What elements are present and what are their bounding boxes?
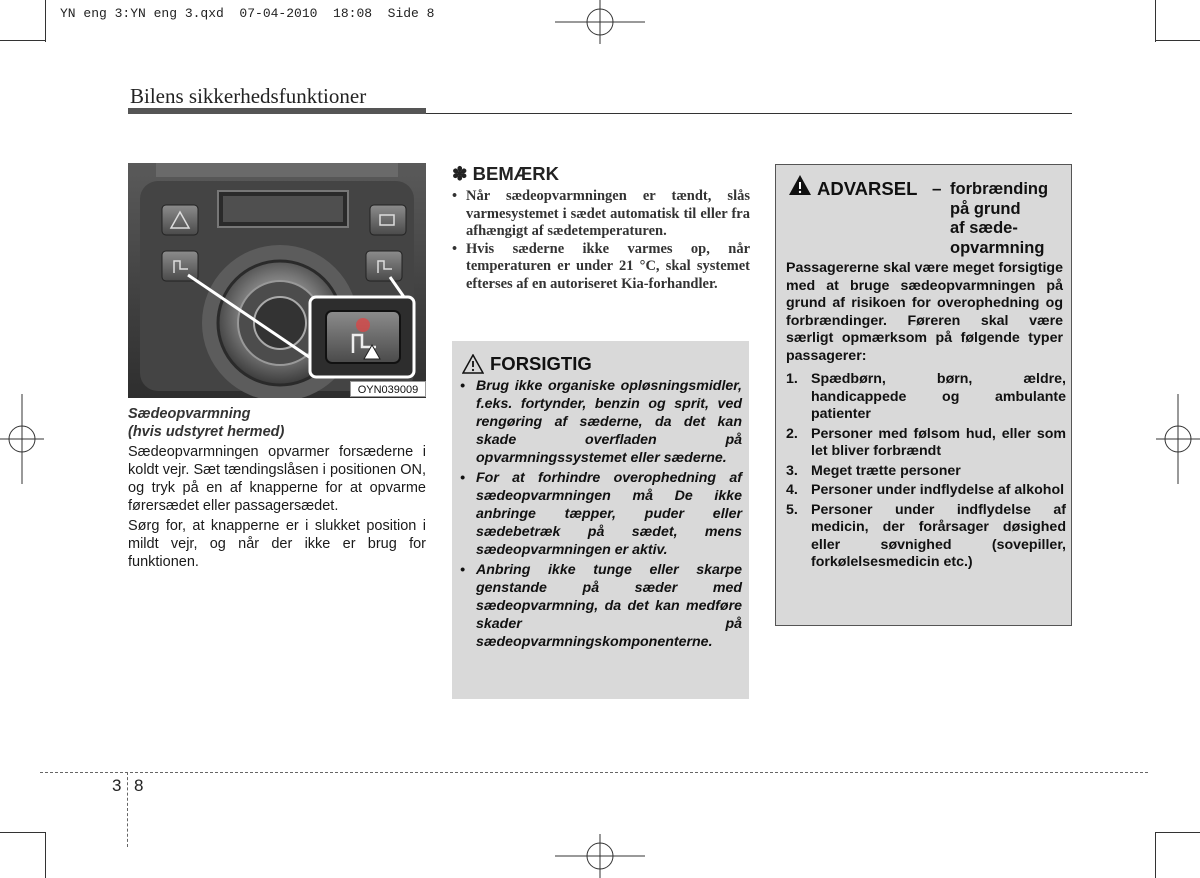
crop-mark (45, 832, 46, 878)
registration-mark-right (1156, 394, 1200, 484)
warning-item-number: 2. (786, 425, 798, 442)
registration-mark-bottom (555, 834, 645, 878)
note-heading (452, 163, 559, 185)
body-paragraph: Sørg for, at knapperne er i slukket position i mildt vejr, og når der ikke er brug for funktionen. (128, 518, 426, 570)
note-item-text: Hvis sæderne ikke varmes op, når temperaturen er under 21 °C, skal systemet efterses af en autoriseret Kia-forhandler. (466, 240, 750, 292)
warning-subtitle-line: af sæde- (950, 219, 1018, 237)
warning-item (786, 426, 1066, 461)
note-item-text: Når sædeopvarmningen er tændt, slås varmesystemet i sædet automatisk til eller fra afhængigt af sædetemperaturen. (466, 188, 750, 239)
caution-item (460, 377, 742, 467)
warning-item-text: Meget trætte personer (811, 462, 961, 479)
note-list (452, 188, 750, 293)
warning-item-text: Personer under indflydelse af medicin, der forårsager døsighed eller søvnighed (sovepiller, forkølelsesmedicin etc.) (811, 501, 1066, 570)
caution-item-text: Anbring ikke tunge eller skarpe genstande på sæder med sædeopvarmning, da det kan medføre skader på sædeopvarmningskomponenterne. (476, 562, 742, 650)
crop-mark (0, 832, 46, 833)
warning-item (786, 463, 1066, 481)
body-paragraph: Sædeopvarmningen opvarmer forsæderne i koldt vejr. Sæt tændingslåsen i positionen ON, og tryk på en af knapperne for at opvarme førersædet eller passagersædet. (128, 444, 426, 514)
warning-subtitle-line: opvarmning (950, 238, 1045, 257)
caption-title: Sædeopvarmning (128, 406, 251, 422)
note-star-icon: ✽ (452, 163, 468, 184)
warning-dash: – (932, 179, 942, 198)
warning-subtitle-line: forbrænding (950, 180, 1049, 198)
note-title: BEMÆRK (472, 163, 559, 184)
crop-mark (0, 40, 46, 41)
warning-item (786, 371, 1066, 424)
registration-mark-top (555, 0, 645, 44)
section-title: Bilens sikkerhedsfunktioner (130, 84, 367, 108)
page-chapter: 3 (112, 776, 122, 795)
warning-item (786, 502, 1066, 572)
warning-intro: Passagererne skal være meget forsigtige med at bruge sædeopvarmningen på grund af risikoen for overophedning og forbrændinger. Føreren skal være særligt opmærksom på følgende typer passagerer: (786, 260, 1063, 364)
caution-heading (462, 353, 592, 375)
print-header: YN eng 3:YN eng 3.qxd 07-04-2010 18:08 Side 8 (60, 6, 435, 21)
body-text (128, 443, 426, 573)
caution-item (460, 469, 742, 559)
warning-item-text: Personer under indflydelse af alkohol (811, 482, 1065, 498)
note-item (452, 188, 750, 241)
warning-item-number: 5. (786, 501, 798, 518)
photo-code: OYN039009 (350, 381, 426, 397)
crop-mark (45, 0, 46, 42)
crop-mark (1155, 832, 1156, 878)
caution-triangle-icon (462, 354, 484, 374)
note-item (452, 241, 750, 294)
crop-mark (1155, 40, 1200, 41)
seat-heater-panel-photo (128, 163, 426, 398)
title-rule-thin (426, 113, 1072, 114)
warning-item-number: 3. (786, 462, 798, 479)
title-rule (128, 108, 426, 114)
warning-item-number: 4. (786, 482, 798, 498)
warning-title: ADVARSEL (817, 178, 918, 199)
caution-item (460, 561, 742, 651)
caution-title: FORSIGTIG (490, 353, 592, 374)
caption-subtitle: (hvis udstyret hermed) (128, 424, 285, 440)
registration-mark-left (0, 394, 44, 484)
bullet-icon: • (460, 470, 465, 486)
warning-subtitle-line: på grund (950, 199, 1021, 218)
caution-item-text: Brug ikke organiske opløsningsmidler, f.eks. fortynder, benzin og sprit, ved rengøring af sæderne, da det kan skade overfladen på opvarmningssystemet eller sæderne. (476, 378, 742, 466)
caution-list (460, 377, 742, 653)
footer-divider (127, 772, 128, 847)
warning-item-text: Spædbørn, børn, ældre, handicappede og ambulante patienter (811, 371, 1066, 422)
warning-item (786, 482, 1066, 500)
bullet-icon: • (460, 378, 465, 394)
warning-item-text: Personer med følsom hud, eller som let bliver forbrændt (811, 425, 1066, 459)
bullet-icon: • (452, 240, 458, 257)
crop-mark (1155, 832, 1200, 833)
footer-rule (40, 772, 1148, 773)
warning-subtitle (950, 180, 1060, 258)
warning-list (786, 371, 1066, 574)
bullet-icon: • (452, 188, 458, 204)
figure-caption (128, 405, 428, 441)
page-number: 8 (134, 776, 144, 795)
caution-item-text: For at forhindre overophedning af sædeopvarmningen må De ikke anbringe tæpper, puder eller sædebetræk på sædet, mens sædeopvarmningen er aktiv. (476, 470, 742, 558)
crop-mark (1155, 0, 1156, 42)
bullet-icon: • (460, 562, 465, 578)
warning-item-number: 1. (786, 371, 798, 387)
warning-triangle-icon (788, 174, 812, 196)
